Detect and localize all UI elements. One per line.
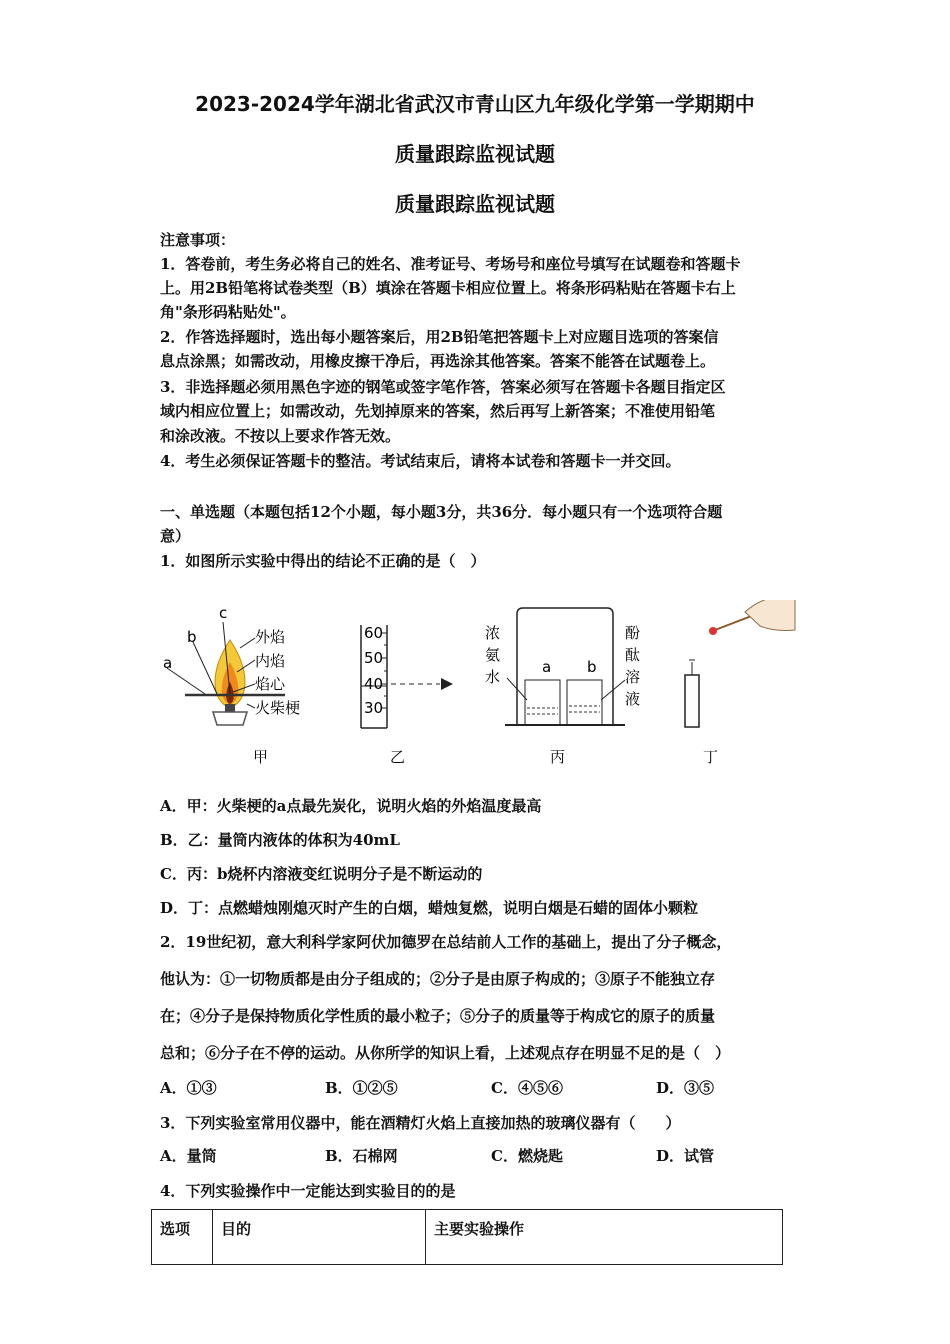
section-heading-cont: 意） (160, 527, 191, 545)
q1-option-c: C．丙：b烧杯内溶液变红说明分子是不断运动的 (160, 865, 483, 883)
flame-label-a: a (163, 654, 173, 672)
bing-right-4: 液 (625, 690, 641, 708)
table-header-option: 选项 (152, 1210, 213, 1265)
q1-option-b: B．乙：量筒内液体的体积为40mL (160, 831, 400, 849)
notice-heading: 注意事项： (160, 231, 236, 249)
bing-right-2: 酞 (625, 646, 641, 664)
notice-line: 2．作答选择题时，选出每小题答案后，用2B铅笔把答题卡上对应题目选项的答案信 (160, 328, 719, 346)
bing-right-3: 溶 (625, 668, 641, 686)
q2-option-a: A．①③ (160, 1079, 217, 1097)
table-row (152, 1210, 783, 1265)
section-heading: 一、单选题（本题包括12个小题，每小题3分，共36分．每小题只有一个选项符合题 (160, 503, 723, 521)
flame-label-c: c (219, 604, 228, 622)
figure-caption-jia: 甲 (253, 748, 269, 766)
notice-line: 3．非选择题必须用黑色字迹的钢笔或签字笔作答，答案必须写在答题卡各题目指定区 (160, 378, 726, 396)
q2-stem-line: 他认为：①一切物质都是由分子组成的；②分子是由原子构成的；③原子不能独立存 (160, 970, 716, 988)
q3-option-b: B．石棉网 (325, 1147, 398, 1165)
bing-left-1: 浓 (485, 624, 501, 642)
cylinder-tick-40: 40 (364, 675, 384, 693)
beaker-label-a: a (542, 658, 552, 676)
notice-line: 息点涂黑；如需改动，用橡皮擦干净后，再选涂其他答案。答案不能答在试题卷上。 (160, 352, 716, 370)
q3-stem: 3．下列实验室常用仪器中，能在酒精灯火焰上直接加热的玻璃仪器有（ ） (160, 1114, 681, 1132)
bing-right-1: 酚 (625, 624, 641, 642)
q2-option-d: D．③⑤ (656, 1079, 715, 1097)
q1-stem: 1．如图所示实验中得出的结论不正确的是（ ） (160, 552, 486, 570)
q1-figure (155, 600, 805, 775)
bing-left-3: 水 (485, 668, 501, 686)
cylinder-tick-50: 50 (364, 649, 384, 667)
notice-line: 上。用2B铅笔将试卷类型（B）填涂在答题卡相应位置上。将条形码粘贴在答题卡右上 (160, 279, 736, 297)
flame-label-b: b (187, 628, 197, 646)
q4-stem: 4．下列实验操作中一定能达到实验目的的是 (160, 1182, 456, 1200)
q2-stem-line: 总和；⑥分子在不停的运动。从你所学的知识上看，上述观点存在明显不足的是（ ） (160, 1044, 731, 1062)
q3-option-d: D．试管 (656, 1147, 715, 1165)
q3-option-c: C．燃烧匙 (491, 1147, 563, 1165)
q3-option-a: A．量筒 (160, 1147, 217, 1165)
notice-line: 和涂改液。不按以上要求作答无效。 (160, 427, 401, 445)
notice-line: 4．考生必须保证答题卡的整洁。考试结束后，请将本试卷和答题卡一并交回。 (160, 452, 681, 470)
title-line-1: 2023-2024学年湖北省武汉市青山区九年级化学第一学期期中 (195, 92, 755, 116)
flame-label-core: 焰心 (255, 675, 286, 693)
q1-option-a: A．甲：火柴梗的a点最先炭化，说明火焰的外焰温度最高 (160, 797, 542, 815)
q1-option-d: D．丁：点燃蜡烛刚熄灭时产生的白烟，蜡烛复燃，说明白烟是石蜡的固体小颗粒 (160, 899, 699, 917)
flame-label-match: 火柴梗 (255, 699, 301, 717)
figure-caption-bing: 丙 (550, 748, 566, 766)
q2-option-b: B．①②⑤ (325, 1079, 398, 1097)
q2-stem-line: 在；④分子是保持物质化学性质的最小粒子；⑤分子的质量等于构成它的原子的质量 (160, 1007, 716, 1025)
figure-caption-yi: 乙 (390, 748, 406, 766)
q4-table (151, 1209, 783, 1265)
notice-line: 角"条形码粘贴处"。 (160, 303, 296, 321)
flame-label-outer: 外焰 (255, 628, 286, 646)
table-header-operation: 主要实验操作 (426, 1210, 783, 1265)
q2-option-c: C．④⑤⑥ (491, 1079, 563, 1097)
q2-stem-line: 2．19世纪初，意大利科学家阿伏加德罗在总结前人工作的基础上，提出了分子概念， (160, 933, 732, 951)
notice-line: 1．答卷前，考生务必将自己的姓名、准考证号、考场号和座位号填写在试题卷和答题卡 (160, 255, 741, 273)
flame-label-inner: 内焰 (255, 652, 286, 670)
cylinder-tick-30: 30 (364, 699, 384, 717)
notice-line: 域内相应位置上；如需改动，先划掉原来的答案，然后再写上新答案；不准使用铅笔 (160, 402, 716, 420)
candle-match-diagram (685, 600, 795, 727)
figure-caption-ding: 丁 (703, 748, 719, 766)
cylinder-tick-60: 60 (364, 624, 384, 642)
table-header-purpose: 目的 (213, 1210, 426, 1265)
beaker-label-b: b (587, 658, 597, 676)
bell-jar-diagram (505, 608, 625, 725)
title-line-2: 质量跟踪监视试题 (395, 142, 555, 166)
title-line-3: 质量跟踪监视试题 (395, 192, 555, 216)
bing-left-2: 氨 (485, 646, 501, 664)
